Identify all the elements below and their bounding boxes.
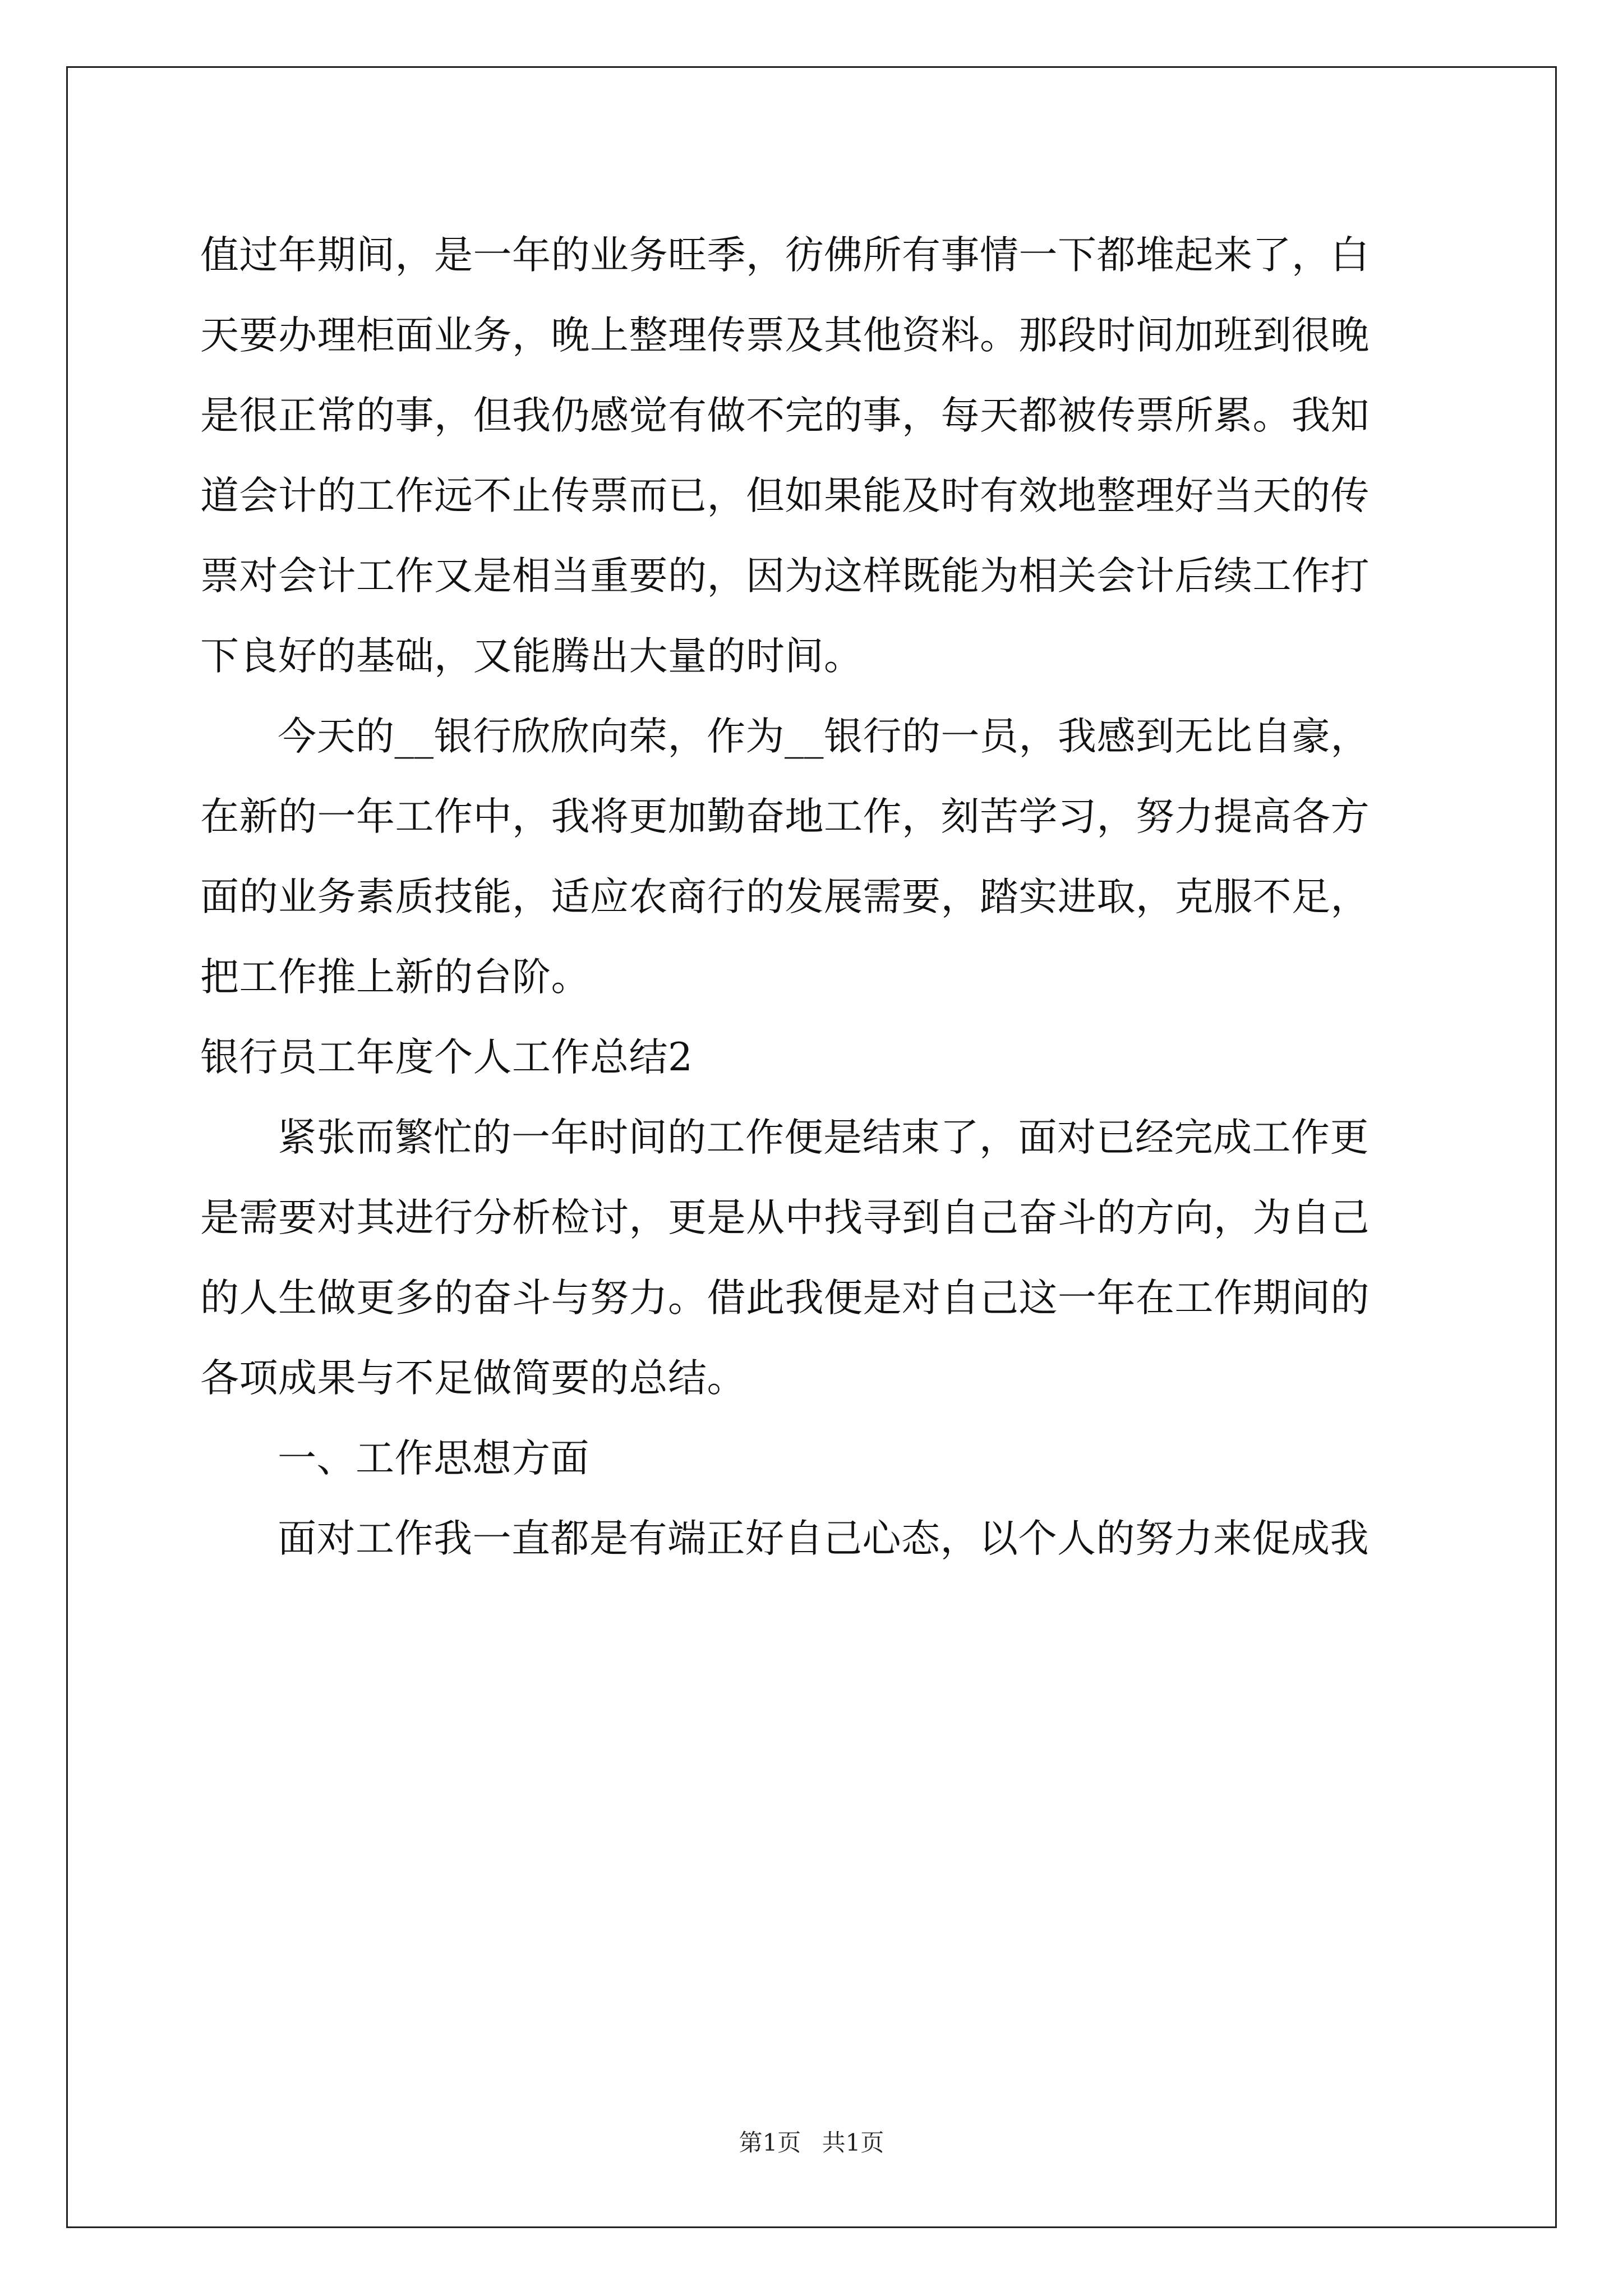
- paragraph-line: 今天的__银行欣欣向荣，作为__银行的一员，我感到无比自豪，: [278, 714, 1370, 759]
- paragraph-line: 在新的一年工作中，我将更加勤奋地工作，刻苦学习，努力提高各方: [200, 794, 1370, 839]
- paragraph-line: 的人生做更多的奋斗与努力。借此我便是对自己这一年在工作期间的: [200, 1276, 1370, 1320]
- paragraph-line: 把工作推上新的台阶。: [200, 955, 590, 1000]
- paragraph-line: 道会计的工作远不止传票而已，但如果能及时有效地整理好当天的传: [200, 473, 1370, 518]
- paragraph-line: 是很正常的事，但我仍感觉有做不完的事，每天都被传票所累。我知: [200, 393, 1370, 438]
- paragraph-line: 下良好的基础，又能腾出大量的时间。: [200, 634, 863, 679]
- paragraph-line: 是需要对其进行分析检讨，更是从中找寻到自己奋斗的方向，为自己: [200, 1195, 1370, 1240]
- paragraph-line: 面对工作我一直都是有端正好自己心态，以个人的努力来促成我: [278, 1516, 1369, 1561]
- paragraph-line: 天要办理柜面业务，晚上整理传票及其他资料。那段时间加班到很晚: [200, 313, 1370, 358]
- page-footer: [0, 2129, 1623, 2157]
- page-total: 共1页: [822, 2129, 884, 2156]
- subsection-heading: 一、工作思想方面: [278, 1436, 589, 1481]
- paragraph-line: 票对会计工作又是相当重要的，因为这样既能为相关会计后续工作打: [200, 554, 1370, 599]
- page-number: 第1页: [739, 2129, 801, 2156]
- paragraph-line: 各项成果与不足做简要的总结。: [200, 1356, 746, 1401]
- paragraph-line: 值过年期间，是一年的业务旺季，彷佛所有事情一下都堆起来了，白: [200, 233, 1370, 278]
- paragraph-line: 紧张而繁忙的一年时间的工作便是结束了，面对已经完成工作更: [278, 1115, 1369, 1160]
- paragraph-line: 面的业务素质技能，适应农商行的发展需要，踏实进取，克服不足，: [200, 875, 1370, 919]
- section-title: 银行员工年度个人工作总结2: [200, 1035, 693, 1080]
